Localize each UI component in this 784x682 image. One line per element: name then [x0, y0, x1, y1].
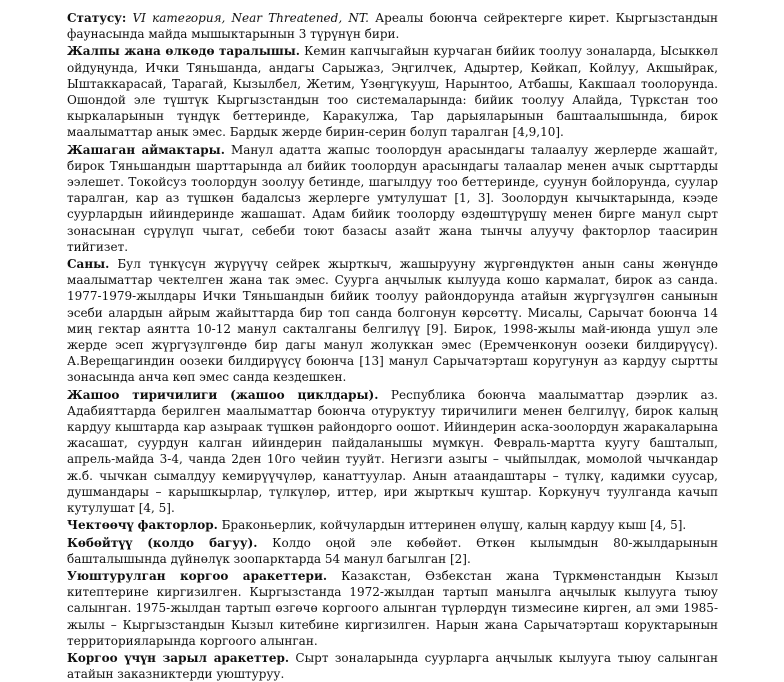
status-value: VI категория, Near Threatened, NT. [132, 11, 369, 25]
section-body: Колдо оңой эле көбөйөт. Өткөн кылымдын 80-жылдарынын башталышында дүйнөлүк зоопарктарда 54 манул багылган [2]. [67, 535, 718, 566]
section-heading: Жашоо тиричилиги (жашоо циклдары). [67, 387, 379, 402]
section-heading: Чектөөчү факторлор. [67, 518, 218, 533]
section-distribution [67, 43, 718, 140]
section-heading: Статусу: [67, 11, 127, 25]
section-breeding [67, 535, 718, 567]
section-heading: Саны. [67, 257, 110, 272]
section-protection-measures [67, 568, 718, 649]
section-body: Казакстан, Өзбекстан жана Түркмөнстандын Кызыл китептерине киргизилген. Кыргызстанда 1972-жылдан тартып манылга аңчылык кылууга тыюу салынган. 1975-жылдан тартып өзгөчө коргоого алынган түрлөрдүн тизмесине кирген, ал эми 1985-жылы – Кыргызстандын Кызыл китебине киргизилген. Нарын жана Сарычатэрташ коруктарынын территорияларында коргоого алынган. [67, 568, 718, 648]
section-body: Бул түнкүсүн жүрүүчү сейрек жырткыч, жашырууну жүргөндүктөн анын саны жөнүндө маалыматтар чектелген жана так эмес. Суурга аңчылык кылууда кошо кармалат, бирок аз санда. 1977-1979-жылдары Ички Тяньшандын бийик тоолуу райондорунда атайын жүргүзүлгөн санынын эсеби алардын айрым жайыттарда бир топ санда болгонун көрсөттү. Мисалы, Сарычат боюнча 14 миң гектар аянтта 10-12 манул сакталганы белгилүү [9]. Бирок, 1998-жылы май-июнда ушул эле жерде эсеп жүргүзүлгөндө бир дагы манул жолуккан эмес (Еремченконун оозеки билдирүүсү). А.Верещагиндин оозеки билдирүүсү боюнча [13] манул Сарычатэрташ коругунун аз кардуу сыртты зонасында анча көп эмес санда кездешкен. [67, 257, 718, 385]
section-body: Манул адатта жапыс тоолордун арасындагы талаалуу жерлерде жашайт, бирок Тяньшандын шарттарында ал бийик тоолордун арасындагы талаалар менен ачык сырттарды ээлешет. Токойсуз тоолордун зоолуу бетинде, шагылдуу тоо беттеринде, суунун бойлорунда, суулар таралган, кар аз түшкөн бадалсыз жерлерге умтулушат [1, 3]. Зоолордун кычыктарында, кээде суурлардын ийиндеринде жашашат. Адам бийик тоолорду өздөштүрүшү менен бирге манул сырт зонасынан сүрүлүп чыгат, себеби тоют базасы азайт жана тынчы алуучу факторлор таасирин тийгизет. [67, 142, 718, 254]
section-limiting-factors [67, 517, 718, 533]
section-body: Кемин капчыгайын курчаган бийик тоолуу зоналарда, Ысыккөл ойдуңунда, Ички Тяньшанда, андагы Сарыжаз, Эңгилчек, Адыртер, Көйкап, Койлуу, Акшыйрак, Ыштаккарасай, Тарагай, Кызылбел, Жетим, Үзөңгүкууш, Нарынтоо, Атбашы, Какшаал тоолорунда. Ошондой эле түштүк Кыргызстандын тоо системаларында: бийик тоолуу Алайда, Түркстан тоо кыркаларынын түндүк беттеринде, Каракулжа, Тар дарыяларынын баштаалышында, бирок маалыматтар анык эмес. Бардык жерде бирин-серин болуп таралган [4,9,10]. [67, 44, 719, 140]
section-heading: Коргоо үчүн зарыл аракеттер. [67, 650, 290, 665]
section-heading: Жашаган аймактары. [67, 142, 225, 157]
section-life-cycle [67, 387, 718, 517]
section-body: Сырт зоналарында суурларга аңчылык кылууга тыюу салынган атайын заказниктерди уюштуруу. [67, 650, 719, 682]
section-body: Республика боюнча маалыматтар дээрлик аз. Адабияттарда берилген маалыматтар боюнча отуруктуу тиричилиги менен белгилүү, бирок калың кардуу кыштарда кар азыраак түшкөн райондорго оошот. Ийиндерин аска-зоолордун жаракаларына жасашат, суурдун калган ийиндерин пайдаланышы мүмкүн. Февраль-мартта куугу башталып, апрель-майда 3-4, чанда 2ден 10го чейин тууйт. Негизги азыгы – чыйпылдак, момолой чычкандар ж.б. чычкан сымалдуу кемирүүчүлөр, канаттуулар. Анын атаандаштары – түлкү, кадимки суусар, душмандары – карышкырлар, түлкүлөр, иттер, ири жырткыч куштар. Коркунуч туулганда качып кутулушат [4, 5]. [67, 387, 718, 516]
section-habitat [67, 142, 718, 255]
section-heading: Уюштурулган коргоо аракеттери. [67, 568, 328, 583]
section-heading: Жалпы жана өлкөдө таралышы. [67, 44, 300, 59]
section-needed-actions [67, 650, 718, 682]
section-heading: Көбөйтүү (колдо багуу). [67, 535, 258, 550]
section-status [67, 10, 718, 42]
section-body: Браконьерлик, койчулардын иттеринен өлүшү, калың кардуу кыш [4, 5]. [217, 518, 687, 533]
section-body: Ареалы боюнча сейректерге кирет. Кыргызстандын фаунасында майда мышыктарынын 3 түрүнүн бири. [67, 11, 718, 42]
section-population [67, 256, 718, 386]
